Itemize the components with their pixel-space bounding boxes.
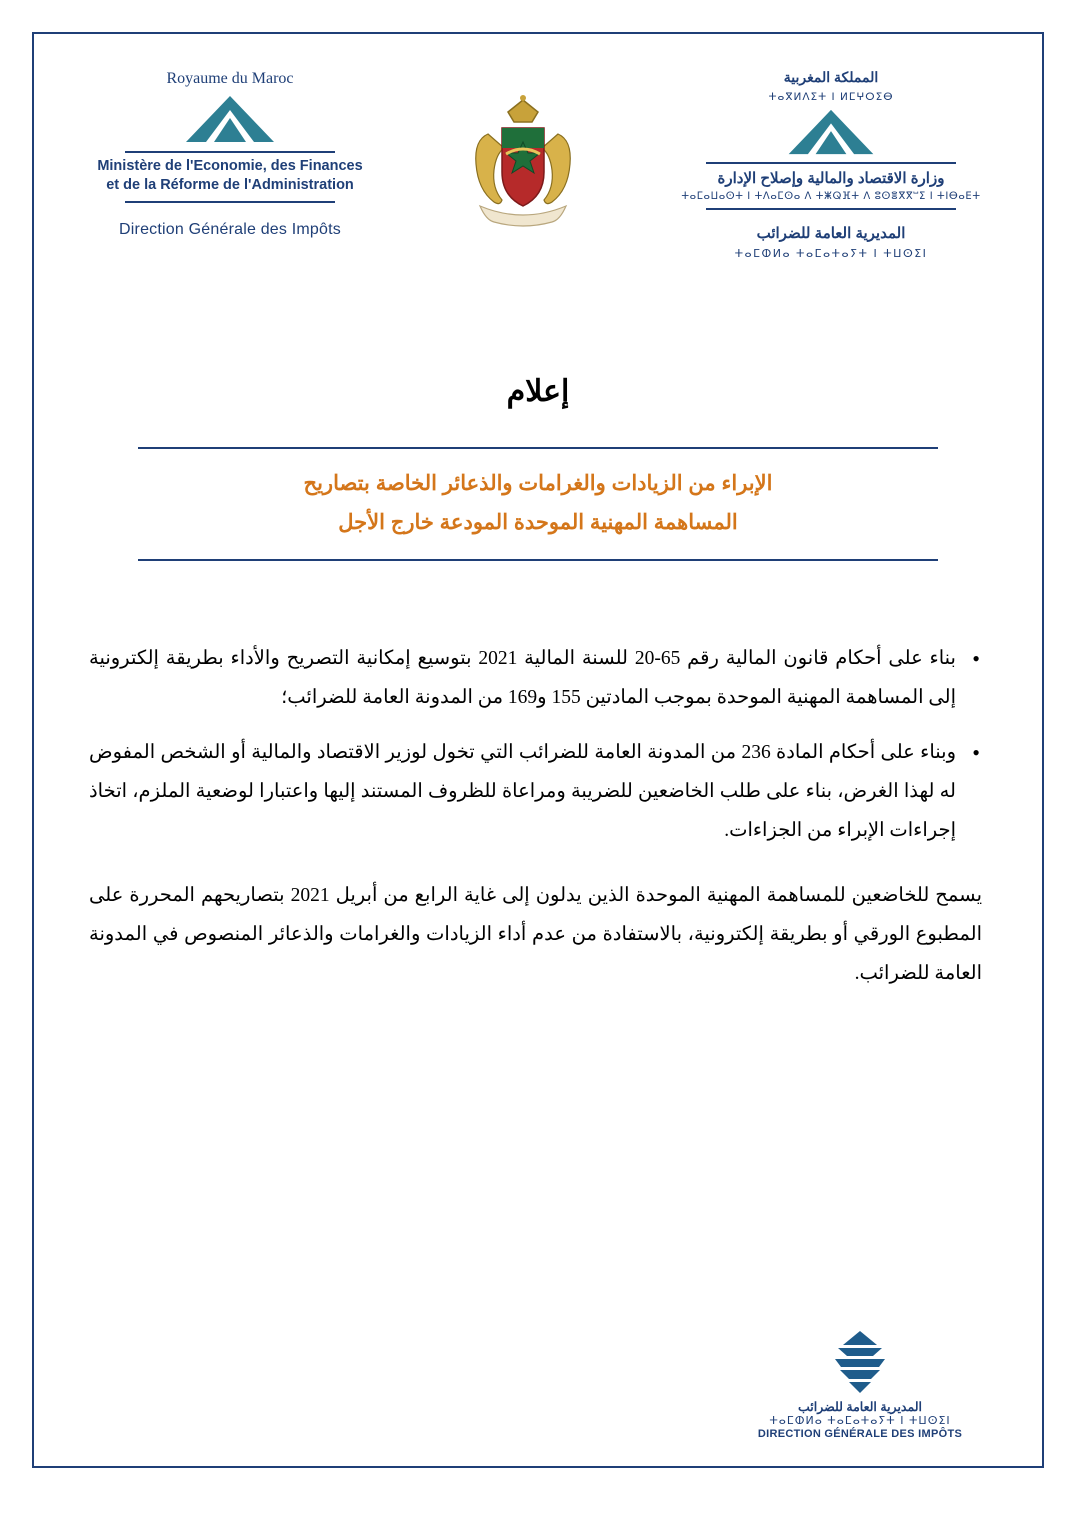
closing-paragraph: يسمح للخاضعين للمساهمة المهنية الموحدة الذين يدلون إلى غاية الرابع من أبريل 2021 بتصاريحهم المحررة على المطبوع الورقي أو بطريقة إلكترونية، بالاستفادة من عدم أداء الزيادات والغرامات والذعائر المنصوص في المدونة العامة للضرائب. bbox=[89, 884, 982, 984]
kingdom-label-tifinagh: ⵜⴰⴳⵍⴷⵉⵜ ⵏ ⵍⵎⵖⵔⵉⴱ bbox=[768, 90, 894, 103]
footer-name-ar: المديرية العامة للضرائب bbox=[798, 1400, 922, 1414]
directorate-label-fr: Direction Générale des Impôts bbox=[119, 220, 341, 238]
subtitle-line-2: المساهمة المهنية الموحدة المودعة خارج الأجل bbox=[338, 510, 738, 534]
document-page bbox=[32, 32, 1044, 1468]
divider-line bbox=[125, 151, 335, 153]
ministry-label-ar: وزارة الاقتصاد والمالية وإصلاح الإدارة bbox=[717, 170, 945, 188]
dgi-fan-logo-icon bbox=[730, 1329, 990, 1395]
triangle-emblem-icon bbox=[80, 94, 380, 146]
moroccan-coat-of-arms-icon bbox=[448, 68, 598, 244]
footer-name-tifinagh: ⵜⴰⵎⵀⵍⴰ ⵜⴰⵎⴰⵜⴰⵢⵜ ⵏ ⵜⵡⵙⵉⵏ bbox=[769, 1414, 951, 1427]
subtitle-box bbox=[138, 447, 938, 561]
ministry-label-fr: Ministère de l'Economie, des Finances et de la Réforme de l'Administration bbox=[97, 157, 363, 194]
bullet-list bbox=[89, 639, 982, 850]
page-title: إعلام bbox=[506, 375, 570, 408]
document-body bbox=[89, 639, 982, 993]
list-item: • بناء على أحكام قانون المالية رقم 65-20 للسنة المالية 2021 بتوسيع إمكانية التصريح والأداء بطريقة إلكترونية إلى المساهمة المهنية الموحدة بموجب المادتين 155 و169 من المدونة العامة للضرائب؛ bbox=[89, 639, 982, 717]
document-header bbox=[34, 34, 1042, 261]
kingdom-label-ar: المملكة المغربية bbox=[783, 69, 879, 85]
document-footer bbox=[730, 1329, 990, 1440]
divider-line bbox=[125, 201, 335, 203]
divider-line bbox=[706, 162, 956, 164]
divider-line bbox=[706, 208, 956, 210]
list-item: • وبناء على أحكام المادة 236 من المدونة العامة للضرائب التي تخول لوزير الاقتصاد والمالية أو الشخص المفوض له لهذا الغرض، بناء على طلب الخاضعين للضريبة ومراعاة للظروف المستند إليها واعتبارا لوضعية الملزم، اتخاذ إجراءات الإبراء من الجزاءات. bbox=[89, 733, 982, 850]
directorate-label-ar: المديرية العامة للضرائب bbox=[756, 225, 906, 243]
subtitle-line-1: الإبراء من الزيادات والغرامات والذعائر الخاصة بتصاريح bbox=[303, 472, 773, 495]
triangle-emblem-icon bbox=[666, 108, 996, 158]
kingdom-label-fr: Royaume du Maroc bbox=[166, 70, 294, 87]
footer-name-fr: DIRECTION GÉNÉRALE DES IMPÔTS bbox=[757, 1428, 963, 1440]
title-block bbox=[34, 374, 1042, 561]
directorate-label-tifinagh: ⵜⴰⵎⵀⵍⴰ ⵜⴰⵎⴰⵜⴰⵢⵜ ⵏ ⵜⵡⵙⵉⵏ bbox=[734, 247, 928, 261]
ministry-logo-arabic bbox=[666, 68, 996, 262]
ministry-label-tifinagh: ⵜⴰⵎⴰⵡⴰⵙⵜ ⵏ ⵜⴷⴰⵎⵙⴰ ⴷ ⵜⵥⵕⴼⵜ ⴷ ⵓⵙⴻⴳⴳⵯⵉ ⵏ ⵜⵏⴱⴰⴹⵜ bbox=[681, 191, 981, 203]
ministry-logo-french bbox=[80, 68, 380, 240]
